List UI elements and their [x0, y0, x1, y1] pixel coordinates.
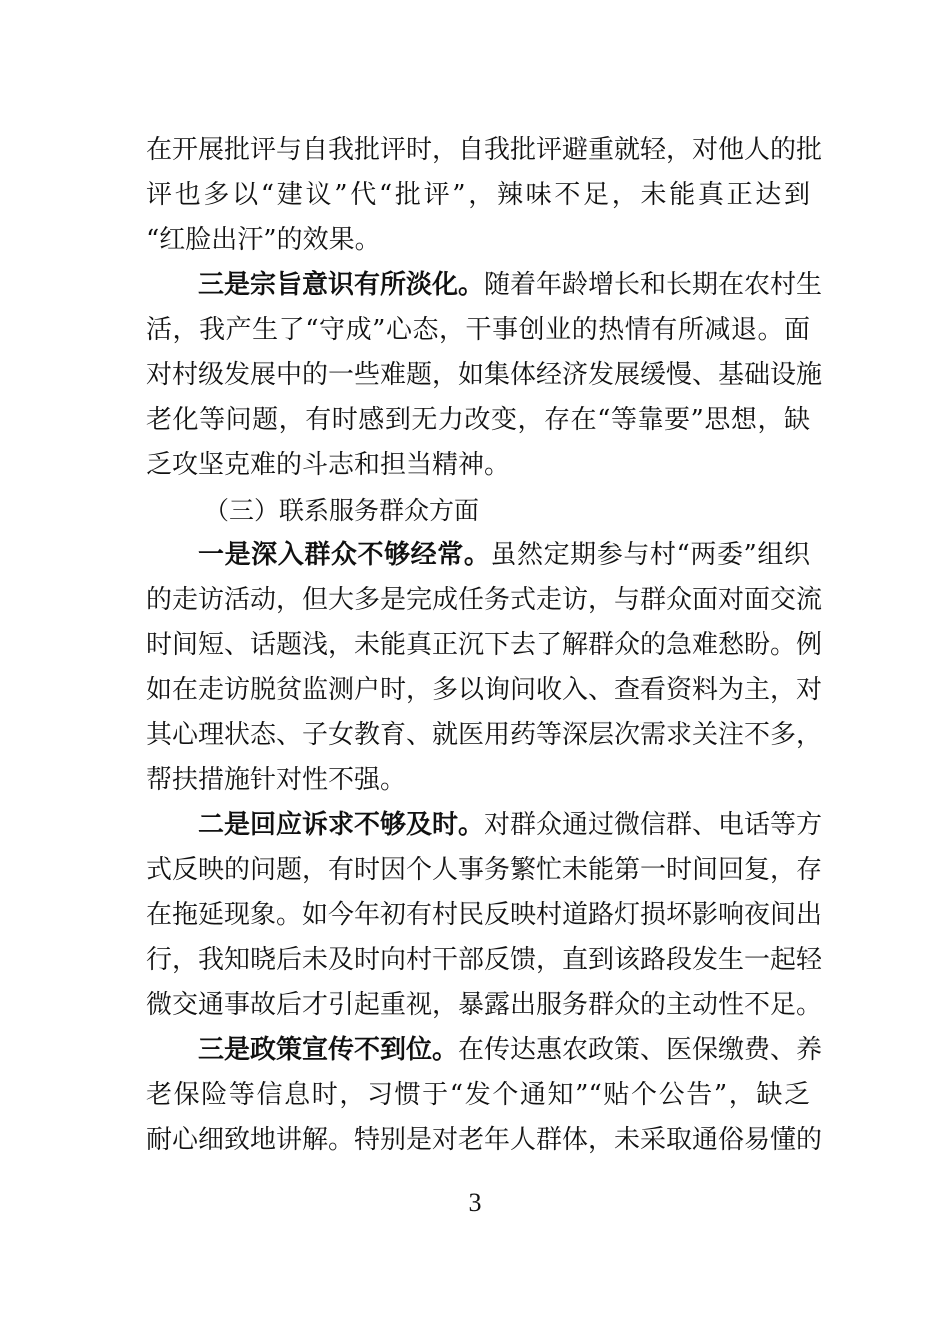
text-fragment: 在传达惠农政策、医保缴费、养: [458, 1035, 823, 1065]
paragraph-criticism: [146, 128, 823, 263]
text-line: 老保险等信息时，习惯于“发个通知”“贴个公告”，缺乏: [146, 1080, 810, 1110]
text-fragment: 随着年龄增长和长期在农村生: [484, 270, 823, 300]
text-line: 其心理状态、子女教育、就医用药等深层次需求关注不多，: [146, 720, 823, 750]
text-line: 时间短、话题浅，未能真正沉下去了解群众的急难愁盼。例: [146, 630, 823, 660]
paragraph-purpose-awareness: [146, 263, 823, 488]
text-line: [146, 1028, 823, 1073]
text-line: [146, 803, 823, 848]
text-line: 老化等问题，有时感到无力改变，存在“等靠要”思想，缺: [146, 405, 810, 435]
section-heading: （三）联系服务群众方面: [204, 496, 480, 525]
paragraph-response: [146, 803, 823, 1028]
text-line: [146, 263, 823, 308]
paragraph-lead: 一是深入群众不够经常。: [198, 540, 491, 570]
text-fragment: 虽然定期参与村“两委”组织: [490, 540, 810, 570]
text-line: 式反映的问题，有时因个人事务繁忙未能第一时间回复，存: [146, 855, 823, 885]
paragraph-visits: [146, 533, 823, 803]
text-line: 微交通事故后才引起重视，暴露出服务群众的主动性不足。: [146, 990, 823, 1020]
paragraph-lead: 三是政策宣传不到位。: [198, 1035, 459, 1065]
paragraph-lead: 三是宗旨意识有所淡化。: [198, 270, 485, 300]
text-line: 耐心细致地讲解。特别是对老年人群体，未采取通俗易懂的: [146, 1125, 823, 1155]
text-line: 的走访活动，但大多是完成任务式走访，与群众面对面交流: [146, 585, 823, 615]
page-number: 3: [468, 1188, 482, 1217]
text-line: “红脸出汗”的效果。: [146, 225, 381, 255]
text-line: 对村级发展中的一些难题，如集体经济发展缓慢、基础设施: [146, 360, 823, 390]
paragraph-lead: 二是回应诉求不够及时。: [198, 810, 485, 840]
text-line: 如在走访脱贫监测户时，多以询问收入、查看资料为主，对: [146, 675, 823, 705]
text-line: 乏攻坚克难的斗志和担当精神。: [146, 450, 511, 480]
paragraph-policy: [146, 1028, 823, 1163]
text-line: 在拖延现象。如今年初有村民反映村道路灯损坏影响夜间出: [146, 900, 823, 930]
text-fragment: 对群众通过微信群、电话等方: [484, 810, 823, 840]
text-line: 评也多以“建议”代“批评”，辣味不足，未能真正达到: [146, 180, 810, 210]
text-line: [146, 533, 810, 578]
text-line: 帮扶措施针对性不强。: [146, 765, 407, 795]
text-line: 活，我产生了“守成”心态，干事创业的热情有所减退。面: [146, 315, 810, 345]
body-text: [146, 128, 823, 1163]
text-line: 在开展批评与自我批评时，自我批评避重就轻，对他人的批: [146, 135, 823, 165]
text-line: 行，我知晓后未及时向村干部反馈，直到该路段发生一起轻: [146, 945, 823, 975]
